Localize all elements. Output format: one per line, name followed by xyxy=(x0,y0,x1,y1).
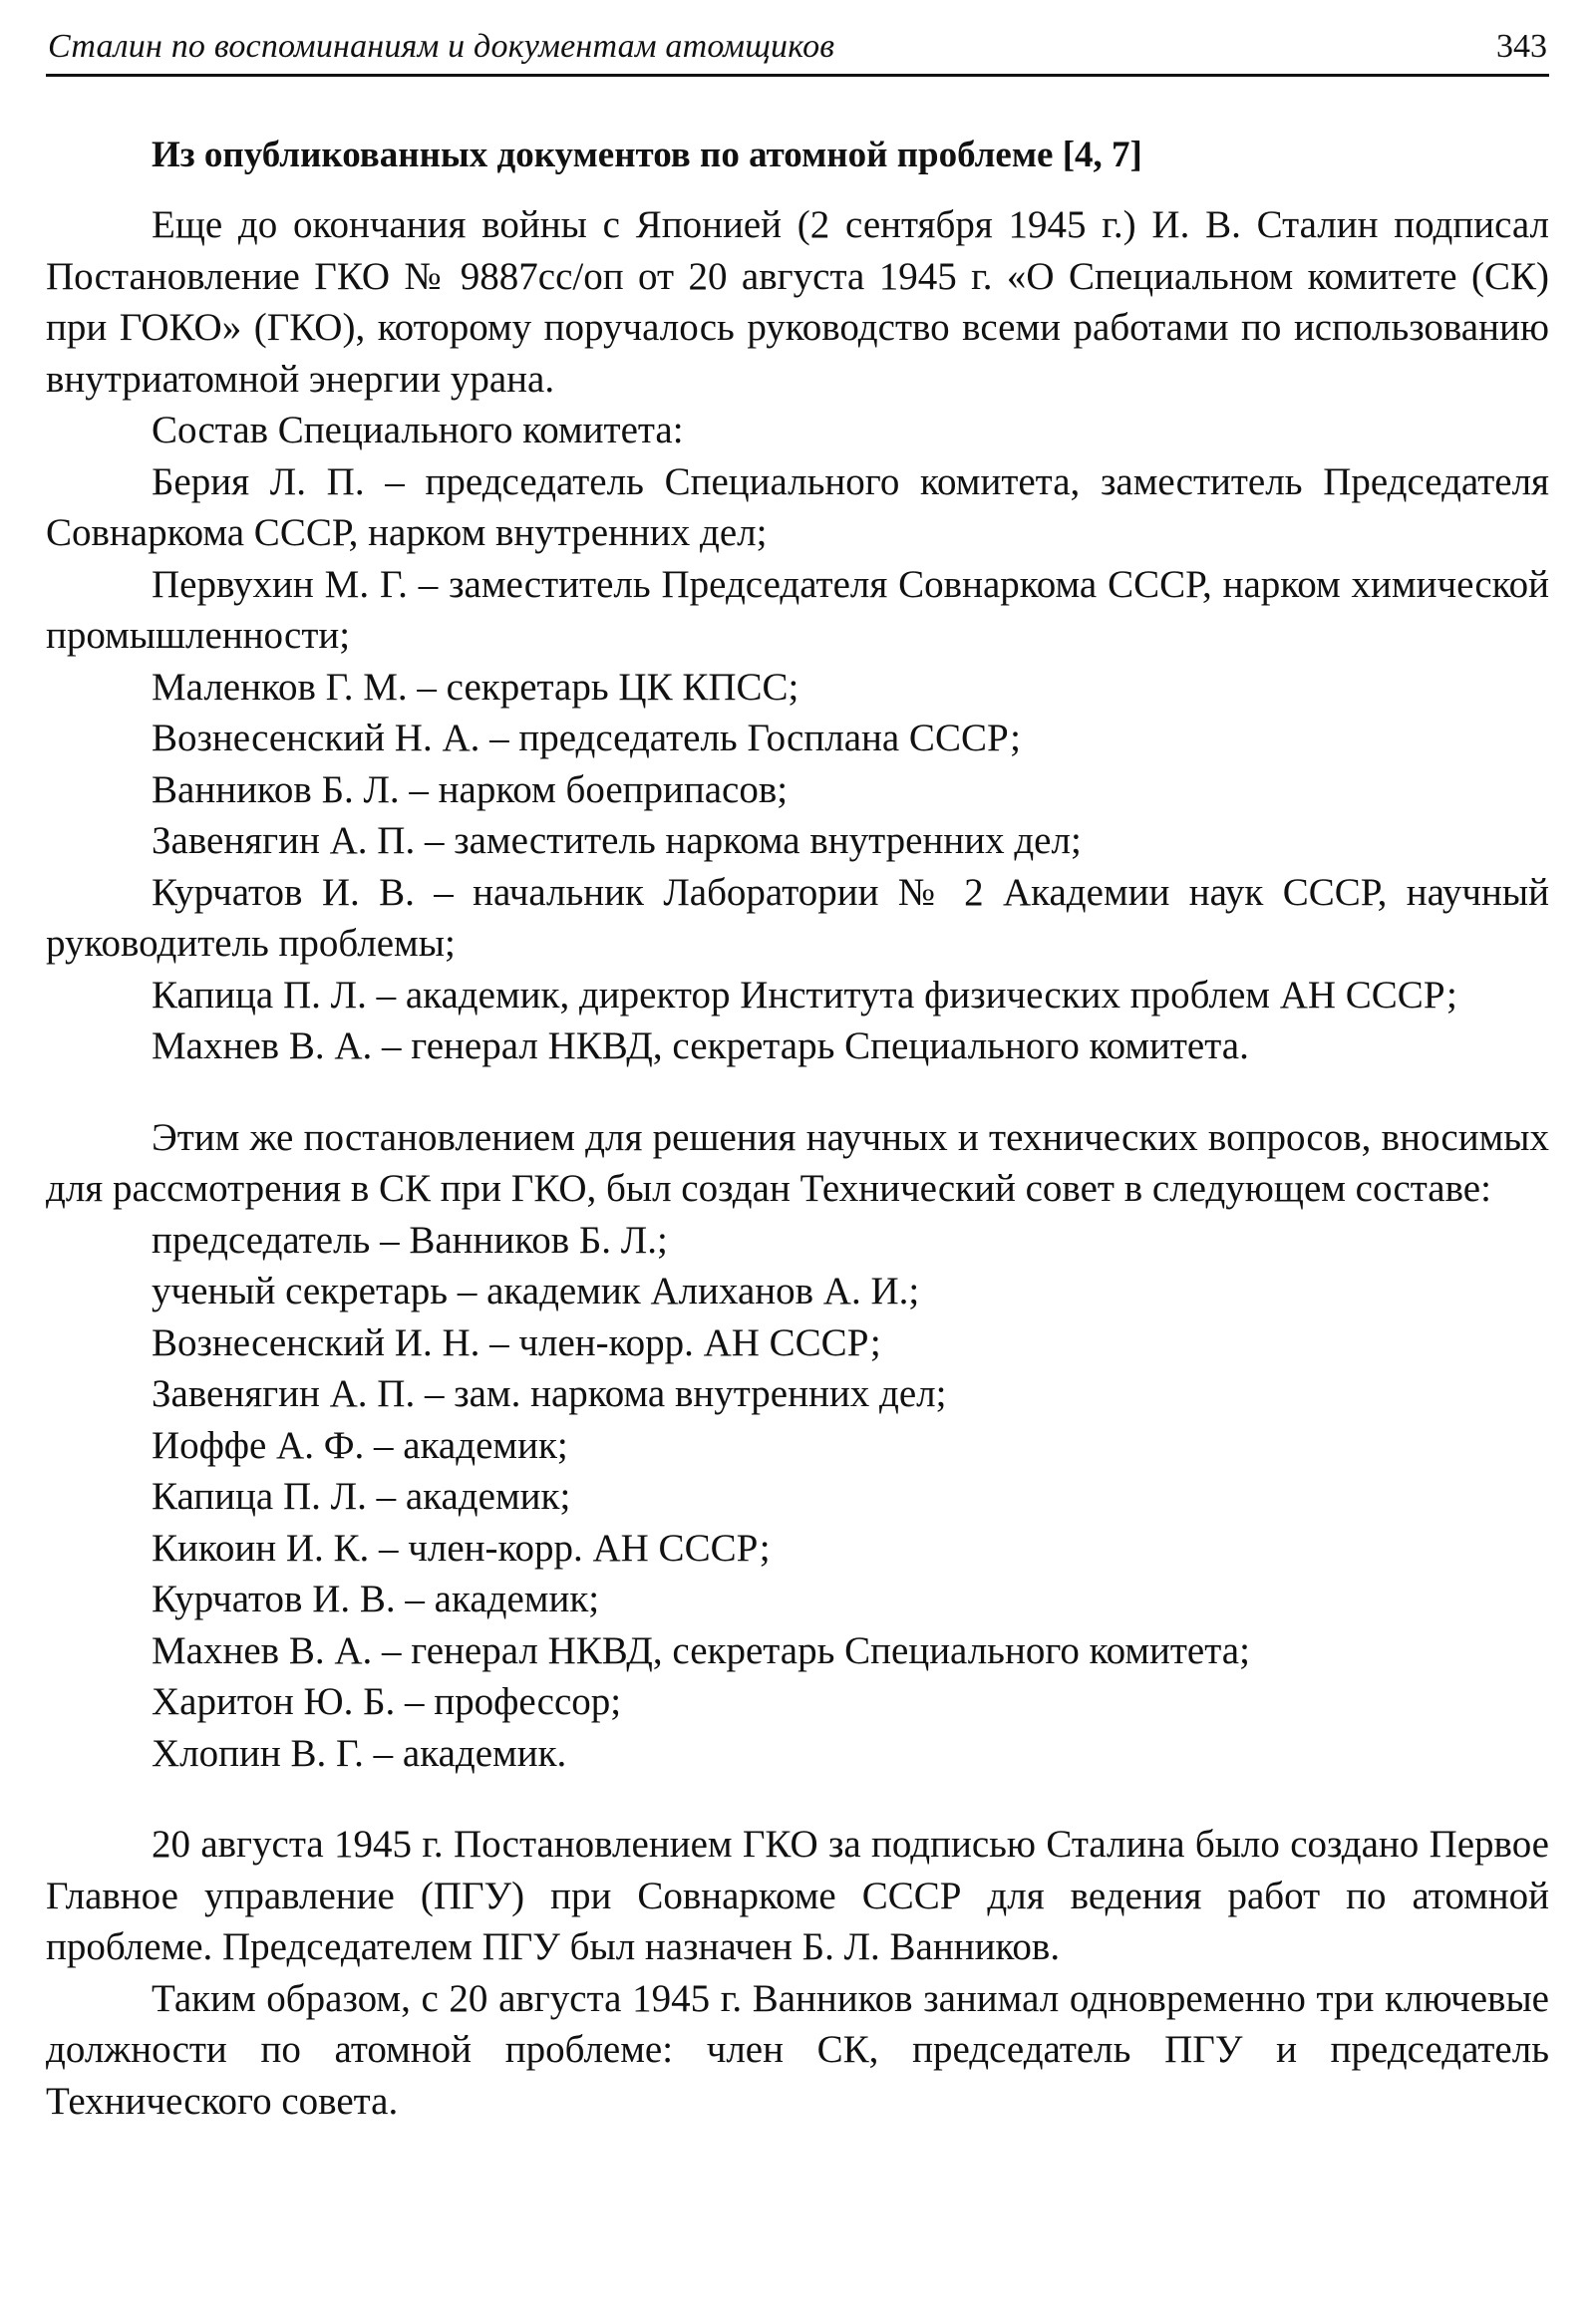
page-body xyxy=(46,132,1549,2127)
council-member: Харитон Ю. Б. – профессор; xyxy=(152,1680,622,1723)
council-member-list xyxy=(46,1215,1549,1780)
intro-paragraph: Еще до окончания войны с Японией (2 сентября 1945 г.) И. В. Сталин подписал Постановление ГКО № 9887сс/оп от 20 августа 1945 г. «О Специальном комитете (СК) при ГОКО» (ГКО), которому поручалось руководство всеми работами по использованию внутриатомной энергии урана. xyxy=(46,203,1549,401)
running-header xyxy=(46,26,1549,77)
committee-member-list xyxy=(46,456,1549,1072)
council-member: Кикоин И. К. – член-корр. АН СССР; xyxy=(152,1526,771,1570)
paragraph-gap xyxy=(46,1072,1549,1112)
committee-member: Ванников Б. Л. – нарком боеприпасов; xyxy=(152,767,789,811)
council-member: Хлопин В. Г. – академик. xyxy=(152,1731,567,1775)
committee-member: Капица П. Л. – академик, директор Института физических проблем АН СССР; xyxy=(152,973,1457,1017)
closing-paragraph: Таким образом, с 20 августа 1945 г. Ванников занимал одновременно три ключевые должности по атомной проблеме: член СК, председатель ПГУ и председатель Технического совета. xyxy=(46,1976,1549,2123)
council-member: Капица П. Л. – академик; xyxy=(152,1475,571,1518)
council-member: Махнев В. А. – генерал НКВД, секретарь Специального комитета; xyxy=(152,1628,1250,1672)
section-heading: Из опубликованных документов по атомной проблеме [4, 7] xyxy=(152,135,1142,175)
committee-member: Берия Л. П. – председатель Специального комитета, заместитель Председателя Совнаркома СССР, нарком внутренних дел; xyxy=(46,459,1549,554)
council-member: председатель – Ванников Б. Л.; xyxy=(152,1218,668,1262)
council-member: Курчатов И. В. – академик; xyxy=(152,1578,600,1620)
council-intro-paragraph: Этим же постановлением для решения научных и технических вопросов, вносимых для рассмотрения в СК при ГКО, был создан Технический совет в следующем составе: xyxy=(46,1115,1549,1210)
committee-member: Курчатов И. В. – начальник Лаборатории № 2 Академии наук СССР, научный руководитель проблемы; xyxy=(46,870,1549,965)
page-number: 343 xyxy=(1496,28,1547,65)
running-title: Сталин по воспоминаниям и документам атомщиков xyxy=(48,28,835,65)
committee-member: Первухин М. Г. – заместитель Председателя Совнаркома СССР, нарком химической промышленности; xyxy=(46,562,1549,657)
paragraph-gap xyxy=(46,1779,1549,1819)
council-member: Вознесенский И. Н. – член-корр. АН СССР; xyxy=(152,1320,881,1364)
council-member: ученый секретарь – академик Алиханов А. И.; xyxy=(152,1270,920,1312)
committee-heading: Состав Специального комитета: xyxy=(152,409,684,451)
pgu-paragraph: 20 августа 1945 г. Постановлением ГКО за подписью Сталина было создано Первое Главное управление (ПГУ) при Совнаркоме СССР для ведения работ по атомной проблеме. Председателем ПГУ был назначен Б. Л. Ванников. xyxy=(46,1823,1549,1968)
committee-member: Завенягин А. П. – заместитель наркома внутренних дел; xyxy=(152,819,1082,862)
committee-member: Маленков Г. М. – секретарь ЦК КПСС; xyxy=(152,665,799,709)
council-member: Завенягин А. П. – зам. наркома внутренних дел; xyxy=(152,1372,947,1415)
committee-member: Вознесенский Н. А. – председатель Госплана СССР; xyxy=(152,717,1021,759)
committee-member: Махнев В. А. – генерал НКВД, секретарь Специального комитета. xyxy=(152,1024,1249,1067)
council-member: Иоффе А. Ф. – академик; xyxy=(152,1423,568,1467)
